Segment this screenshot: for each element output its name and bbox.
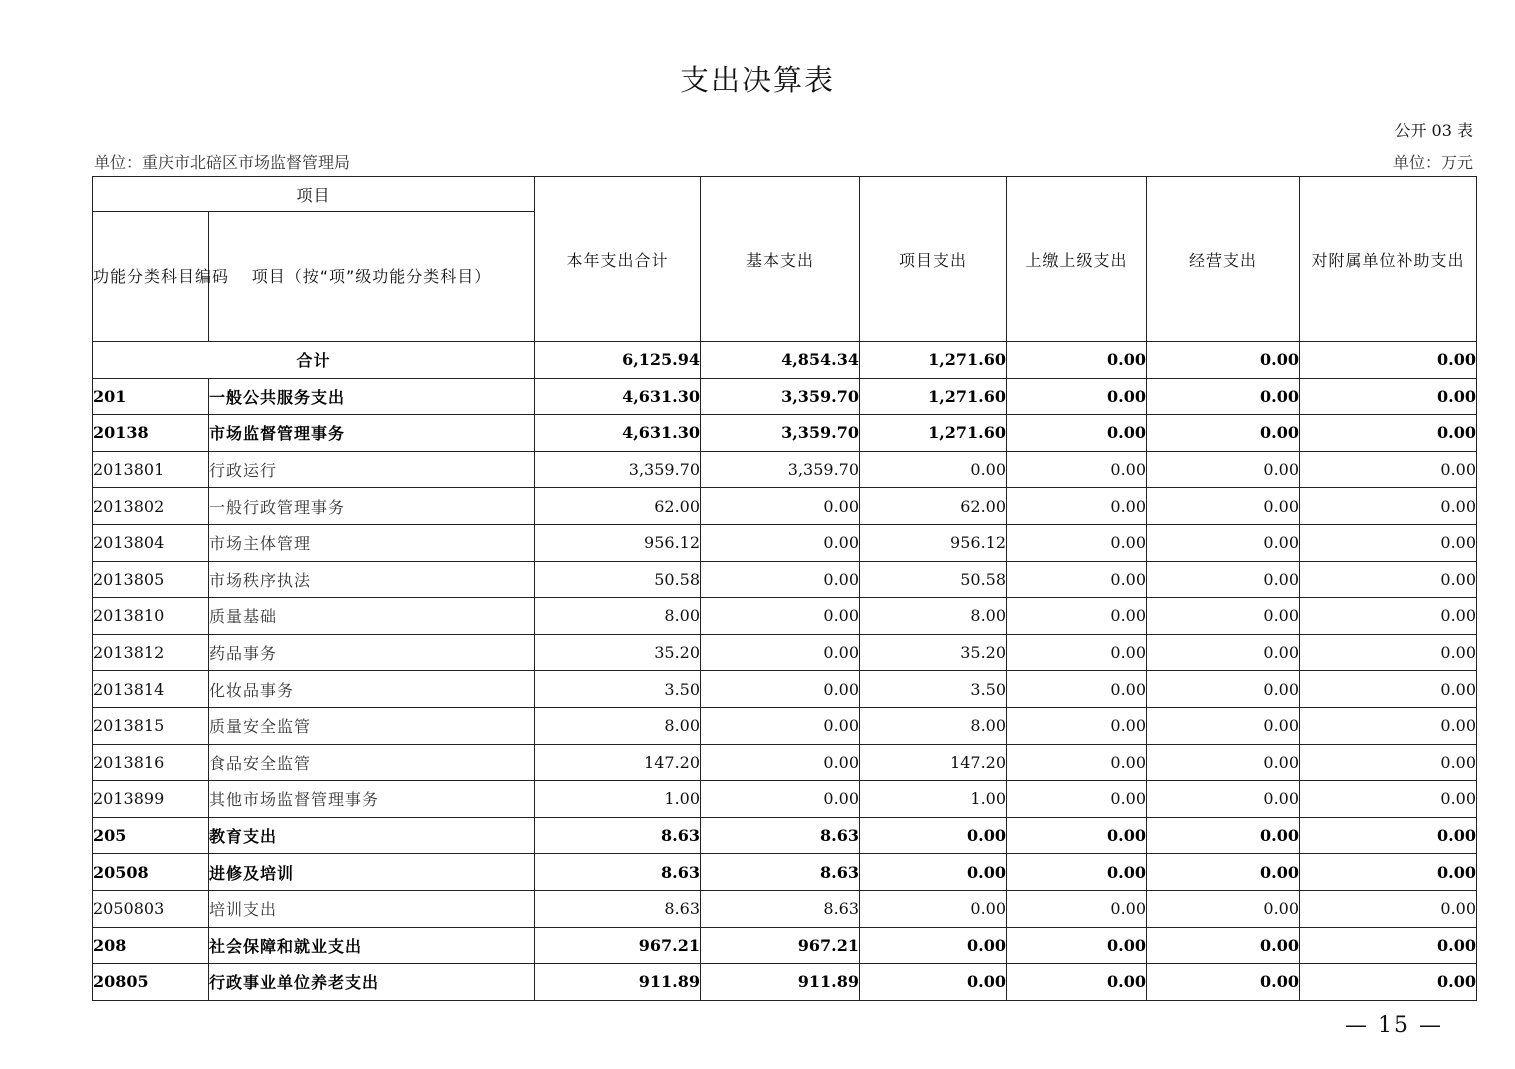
row-cell-basic: 0.00 bbox=[701, 744, 860, 781]
row-name: 市场主体管理 bbox=[209, 524, 535, 561]
row-cell-project: 35.20 bbox=[860, 634, 1007, 671]
row-cell-business: 0.00 bbox=[1147, 817, 1300, 854]
row-code: 2013805 bbox=[93, 561, 209, 598]
total-cell-project: 1,271.60 bbox=[860, 342, 1007, 379]
row-cell-project: 0.00 bbox=[860, 817, 1007, 854]
row-name: 社会保障和就业支出 bbox=[209, 927, 535, 964]
row-cell-basic: 0.00 bbox=[701, 488, 860, 525]
row-cell-project: 147.20 bbox=[860, 744, 1007, 781]
row-name: 一般公共服务支出 bbox=[209, 378, 535, 415]
row-cell-basic: 0.00 bbox=[701, 671, 860, 708]
row-cell-total: 967.21 bbox=[535, 927, 701, 964]
row-code: 205 bbox=[93, 817, 209, 854]
row-cell-basic: 0.00 bbox=[701, 524, 860, 561]
row-cell-project: 3.50 bbox=[860, 671, 1007, 708]
row-cell-total: 50.58 bbox=[535, 561, 701, 598]
total-cell-basic: 4,854.34 bbox=[701, 342, 860, 379]
row-cell-total: 1.00 bbox=[535, 781, 701, 818]
row-cell-business: 0.00 bbox=[1147, 598, 1300, 635]
row-cell-project: 8.00 bbox=[860, 598, 1007, 635]
row-code: 2013899 bbox=[93, 781, 209, 818]
row-cell-business: 0.00 bbox=[1147, 488, 1300, 525]
row-cell-project: 1,271.60 bbox=[860, 378, 1007, 415]
row-name: 市场监督管理事务 bbox=[209, 415, 535, 452]
row-cell-basic: 0.00 bbox=[701, 781, 860, 818]
row-code: 208 bbox=[93, 927, 209, 964]
table-row bbox=[93, 927, 1477, 964]
expenditure-table bbox=[92, 176, 1477, 1001]
row-name: 市场秩序执法 bbox=[209, 561, 535, 598]
row-cell-total: 911.89 bbox=[535, 964, 701, 1001]
row-code: 2050803 bbox=[93, 890, 209, 927]
row-cell-business: 0.00 bbox=[1147, 890, 1300, 927]
page-number: — 15 — bbox=[1345, 1013, 1443, 1038]
currency-unit: 单位：万元 bbox=[1392, 153, 1473, 172]
row-code: 2013814 bbox=[93, 671, 209, 708]
row-cell-project: 0.00 bbox=[860, 964, 1007, 1001]
row-cell-business: 0.00 bbox=[1147, 744, 1300, 781]
row-cell-upper: 0.00 bbox=[1007, 964, 1147, 1001]
row-cell-subsidy: 0.00 bbox=[1300, 378, 1477, 415]
row-cell-business: 0.00 bbox=[1147, 707, 1300, 744]
row-cell-upper: 0.00 bbox=[1007, 415, 1147, 452]
row-cell-basic: 0.00 bbox=[701, 561, 860, 598]
row-cell-upper: 0.00 bbox=[1007, 781, 1147, 818]
row-cell-business: 0.00 bbox=[1147, 671, 1300, 708]
row-cell-upper: 0.00 bbox=[1007, 671, 1147, 708]
row-cell-project: 1.00 bbox=[860, 781, 1007, 818]
header-code: 功能分类科目编码 bbox=[93, 212, 209, 342]
row-cell-basic: 0.00 bbox=[701, 707, 860, 744]
total-label: 合计 bbox=[93, 342, 535, 379]
row-cell-basic: 0.00 bbox=[701, 598, 860, 635]
row-cell-project: 50.58 bbox=[860, 561, 1007, 598]
table-row bbox=[93, 817, 1477, 854]
row-cell-project: 8.00 bbox=[860, 707, 1007, 744]
row-cell-subsidy: 0.00 bbox=[1300, 854, 1477, 891]
row-cell-basic: 3,359.70 bbox=[701, 378, 860, 415]
header-business: 经营支出 bbox=[1147, 177, 1300, 342]
row-name: 质量基础 bbox=[209, 598, 535, 635]
row-cell-basic: 0.00 bbox=[701, 634, 860, 671]
table-row bbox=[93, 524, 1477, 561]
table-row bbox=[93, 415, 1477, 452]
table-row bbox=[93, 634, 1477, 671]
row-cell-subsidy: 0.00 bbox=[1300, 561, 1477, 598]
row-cell-subsidy: 0.00 bbox=[1300, 707, 1477, 744]
row-cell-upper: 0.00 bbox=[1007, 817, 1147, 854]
form-number: 公开 03 表 bbox=[1394, 121, 1473, 140]
header-item: 项目 bbox=[93, 177, 535, 212]
row-cell-total: 35.20 bbox=[535, 634, 701, 671]
row-cell-upper: 0.00 bbox=[1007, 524, 1147, 561]
table-row bbox=[93, 707, 1477, 744]
row-cell-upper: 0.00 bbox=[1007, 451, 1147, 488]
row-cell-upper: 0.00 bbox=[1007, 634, 1147, 671]
row-cell-subsidy: 0.00 bbox=[1300, 890, 1477, 927]
row-cell-project: 0.00 bbox=[860, 854, 1007, 891]
row-cell-subsidy: 0.00 bbox=[1300, 781, 1477, 818]
row-cell-total: 4,631.30 bbox=[535, 415, 701, 452]
row-cell-subsidy: 0.00 bbox=[1300, 415, 1477, 452]
table-row bbox=[93, 744, 1477, 781]
total-cell-business: 0.00 bbox=[1147, 342, 1300, 379]
row-name: 行政运行 bbox=[209, 451, 535, 488]
row-cell-subsidy: 0.00 bbox=[1300, 964, 1477, 1001]
row-cell-business: 0.00 bbox=[1147, 781, 1300, 818]
row-cell-business: 0.00 bbox=[1147, 634, 1300, 671]
row-cell-total: 4,631.30 bbox=[535, 378, 701, 415]
row-name: 药品事务 bbox=[209, 634, 535, 671]
row-cell-business: 0.00 bbox=[1147, 378, 1300, 415]
table-row bbox=[93, 488, 1477, 525]
row-cell-basic: 3,359.70 bbox=[701, 415, 860, 452]
row-code: 2013815 bbox=[93, 707, 209, 744]
row-cell-project: 0.00 bbox=[860, 890, 1007, 927]
row-cell-upper: 0.00 bbox=[1007, 488, 1147, 525]
table-row bbox=[93, 890, 1477, 927]
total-cell-upper: 0.00 bbox=[1007, 342, 1147, 379]
row-name: 食品安全监管 bbox=[209, 744, 535, 781]
header-name: 项目（按“项”级功能分类科目） bbox=[209, 212, 535, 342]
row-cell-upper: 0.00 bbox=[1007, 927, 1147, 964]
row-cell-business: 0.00 bbox=[1147, 854, 1300, 891]
row-cell-subsidy: 0.00 bbox=[1300, 524, 1477, 561]
row-cell-total: 8.63 bbox=[535, 854, 701, 891]
row-cell-upper: 0.00 bbox=[1007, 854, 1147, 891]
row-cell-basic: 911.89 bbox=[701, 964, 860, 1001]
row-code: 2013804 bbox=[93, 524, 209, 561]
row-cell-total: 147.20 bbox=[535, 744, 701, 781]
row-cell-project: 956.12 bbox=[860, 524, 1007, 561]
row-cell-project: 0.00 bbox=[860, 927, 1007, 964]
row-cell-subsidy: 0.00 bbox=[1300, 634, 1477, 671]
header-project: 项目支出 bbox=[860, 177, 1007, 342]
row-cell-business: 0.00 bbox=[1147, 524, 1300, 561]
row-name: 教育支出 bbox=[209, 817, 535, 854]
row-cell-subsidy: 0.00 bbox=[1300, 451, 1477, 488]
row-cell-subsidy: 0.00 bbox=[1300, 744, 1477, 781]
table-row bbox=[93, 964, 1477, 1001]
row-cell-upper: 0.00 bbox=[1007, 890, 1147, 927]
row-cell-business: 0.00 bbox=[1147, 561, 1300, 598]
row-code: 20805 bbox=[93, 964, 209, 1001]
header-total: 本年支出合计 bbox=[535, 177, 701, 342]
reporting-unit: 单位：重庆市北碚区市场监督管理局 bbox=[94, 153, 351, 172]
row-code: 2013812 bbox=[93, 634, 209, 671]
row-cell-subsidy: 0.00 bbox=[1300, 817, 1477, 854]
header-basic: 基本支出 bbox=[701, 177, 860, 342]
table-row bbox=[93, 781, 1477, 818]
row-cell-business: 0.00 bbox=[1147, 415, 1300, 452]
row-cell-upper: 0.00 bbox=[1007, 707, 1147, 744]
row-cell-upper: 0.00 bbox=[1007, 561, 1147, 598]
row-name: 进修及培训 bbox=[209, 854, 535, 891]
row-code: 2013810 bbox=[93, 598, 209, 635]
row-cell-subsidy: 0.00 bbox=[1300, 927, 1477, 964]
row-code: 20138 bbox=[93, 415, 209, 452]
row-cell-subsidy: 0.00 bbox=[1300, 488, 1477, 525]
table-row bbox=[93, 378, 1477, 415]
row-cell-total: 8.63 bbox=[535, 890, 701, 927]
total-cell-total: 6,125.94 bbox=[535, 342, 701, 379]
row-cell-total: 3,359.70 bbox=[535, 451, 701, 488]
row-name: 行政事业单位养老支出 bbox=[209, 964, 535, 1001]
row-cell-basic: 8.63 bbox=[701, 890, 860, 927]
row-name: 化妆品事务 bbox=[209, 671, 535, 708]
table-row bbox=[93, 451, 1477, 488]
row-name: 质量安全监管 bbox=[209, 707, 535, 744]
row-cell-upper: 0.00 bbox=[1007, 744, 1147, 781]
row-cell-total: 8.63 bbox=[535, 817, 701, 854]
row-name: 培训支出 bbox=[209, 890, 535, 927]
row-cell-total: 8.00 bbox=[535, 707, 701, 744]
row-cell-total: 956.12 bbox=[535, 524, 701, 561]
row-cell-basic: 8.63 bbox=[701, 817, 860, 854]
row-cell-business: 0.00 bbox=[1147, 451, 1300, 488]
row-cell-total: 3.50 bbox=[535, 671, 701, 708]
row-cell-subsidy: 0.00 bbox=[1300, 598, 1477, 635]
row-cell-basic: 967.21 bbox=[701, 927, 860, 964]
row-cell-total: 8.00 bbox=[535, 598, 701, 635]
row-cell-business: 0.00 bbox=[1147, 927, 1300, 964]
table-row bbox=[93, 598, 1477, 635]
row-code: 20508 bbox=[93, 854, 209, 891]
row-cell-upper: 0.00 bbox=[1007, 598, 1147, 635]
table-row bbox=[93, 671, 1477, 708]
row-cell-total: 62.00 bbox=[535, 488, 701, 525]
row-cell-business: 0.00 bbox=[1147, 964, 1300, 1001]
header-upper: 上缴上级支出 bbox=[1007, 177, 1147, 342]
row-name: 其他市场监督管理事务 bbox=[209, 781, 535, 818]
document-title: 支出决算表 bbox=[679, 63, 835, 97]
row-cell-project: 1,271.60 bbox=[860, 415, 1007, 452]
row-code: 2013802 bbox=[93, 488, 209, 525]
row-cell-subsidy: 0.00 bbox=[1300, 671, 1477, 708]
table-row bbox=[93, 561, 1477, 598]
total-cell-subsidy: 0.00 bbox=[1300, 342, 1477, 379]
row-cell-upper: 0.00 bbox=[1007, 378, 1147, 415]
row-cell-project: 62.00 bbox=[860, 488, 1007, 525]
header-subsidy: 对附属单位补助支出 bbox=[1300, 177, 1477, 342]
row-cell-basic: 3,359.70 bbox=[701, 451, 860, 488]
row-code: 201 bbox=[93, 378, 209, 415]
row-cell-basic: 8.63 bbox=[701, 854, 860, 891]
table-row bbox=[93, 854, 1477, 891]
row-cell-project: 0.00 bbox=[860, 451, 1007, 488]
total-row bbox=[93, 342, 1477, 379]
row-code: 2013816 bbox=[93, 744, 209, 781]
row-name: 一般行政管理事务 bbox=[209, 488, 535, 525]
row-code: 2013801 bbox=[93, 451, 209, 488]
